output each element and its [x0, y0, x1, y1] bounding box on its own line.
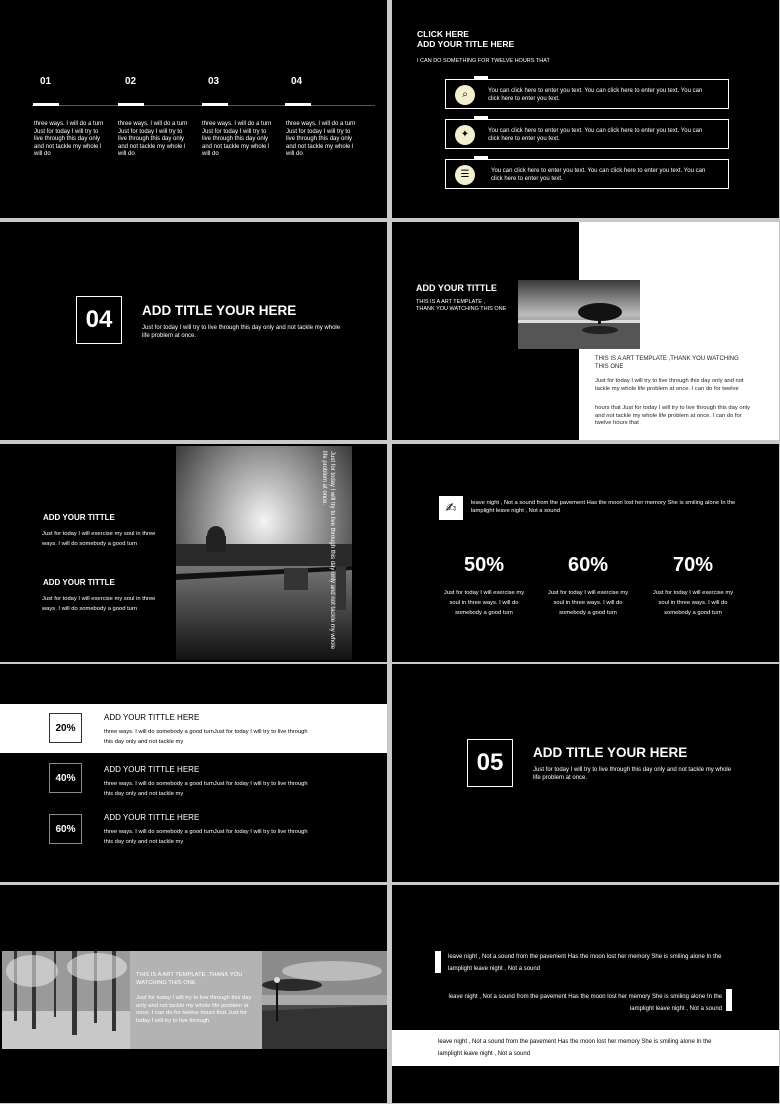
slide-8[interactable]	[392, 664, 779, 882]
lightbulb-icon: ✦	[455, 125, 475, 145]
box-text: You can click here to enter you text. You can click here to enter you text. You can click here to enter you text.	[491, 168, 706, 182]
right-text: hours that Just for today I will try to live through this day only and not tackle my whole life problem at once. I can do for twelve hours that	[595, 405, 750, 426]
slide-subtitle: I CAN DO SOMETHING FOR TWELVE HOURS THAT	[417, 58, 550, 64]
row-text: three ways. I will do somebody a good turnJust for today I will try to live through this day only and not tackle my	[104, 729, 308, 745]
box-text: You can click here to enter you text. You can click here to enter you text. You can click here to enter you text.	[488, 128, 703, 142]
slide-title: ADD YOUR TITTLE	[416, 283, 497, 293]
stat-text: Just for today I will exercise my soul in three ways. I will do somebody a good turn	[443, 590, 525, 616]
section-text: Just for today I will try to live through this day only and not tackle my whole life problem at once.	[533, 767, 732, 781]
accent-bar	[726, 989, 732, 1011]
stat-text: Just for today I will exercise my soul in three ways. I will do somebody a good turn	[547, 590, 629, 616]
section-title: ADD TITLE YOUR HERE	[142, 303, 297, 318]
stat-value: 60%	[567, 554, 609, 576]
slide-title-line2: ADD YOUR TITLE HERE	[417, 39, 515, 49]
slide-2[interactable]	[392, 0, 779, 218]
slide-6[interactable]	[392, 444, 779, 662]
slide-1[interactable]	[0, 0, 387, 218]
slide-title-line1: CLICK HERE	[417, 29, 469, 39]
right-heading: THIS IS A ART TEMPLATE ,THANK YOU WATCHING THIS ONE	[595, 356, 739, 370]
step-text: three ways. I will do a turn Just for today I will try to live through this day only and not tackle my whole l will do	[34, 121, 104, 157]
percent-box: 60%	[49, 814, 82, 844]
right-text: Just for today I will try to live through this day only and not tackle my whole life problem at once. I can do for twelve	[595, 378, 744, 392]
section-title: ADD TITLE YOUR HERE	[533, 745, 688, 760]
step-text: three ways. I will do a turn Just for today I will try to live through this day only and not tackle my whole l will do	[202, 121, 272, 157]
intro-text: leave night , Not a sound from the pavement Has the moon lost her memory She is smiling alone In the lamplight leave night , Not a sound	[471, 500, 736, 514]
slide-3[interactable]	[0, 222, 387, 440]
quote-text: leave night , Not a sound from the pavement Has the moon lost her memory She is smiling alone In the lamplight leave night , Not a sound	[448, 994, 722, 1012]
box-text: You can click here to enter you text. You can click here to enter you text. You can click here to enter you text.	[488, 88, 703, 102]
section-number: 05	[467, 739, 513, 787]
quote-text: leave night , Not a sound from the pavement Has the moon lost her memory She is smiling alone In the lamplight leave night , Not a sound	[438, 1039, 712, 1057]
panel-text: Just for today I will try to live through this day only and not tackle my whole life problem at once. I can do for twelve hours that Just for today I will try to live through	[136, 995, 252, 1024]
section-number: 04	[76, 296, 122, 344]
vertical-text: Just for today I will try to live through this day only and not tackle my whole life problem at once.	[321, 451, 335, 650]
lamppost-image	[262, 951, 387, 1049]
block-text: Just for today I will exercise my soul in three ways. I will do somebody a good turn	[42, 531, 156, 547]
stat-value: 50%	[463, 554, 505, 576]
step-number: 02	[125, 76, 137, 87]
slide-10[interactable]	[392, 885, 779, 1103]
step-bar	[285, 103, 311, 106]
slide-7[interactable]	[0, 664, 387, 882]
step-number: 03	[208, 76, 220, 87]
step-bar	[118, 103, 144, 106]
panel-heading: THIS IS A ART TEMPLATE ,THANK YOU WATCHING THIS ONE	[136, 972, 243, 986]
block-title: ADD YOUR TITTLE	[43, 513, 115, 522]
step-text: three ways. I will do a turn Just for today I will try to live through this day only and not tackle my whole l will do	[286, 121, 356, 157]
magnifier-icon: ⌕	[455, 85, 475, 105]
slide-subtitle: THIS IS A ART TEMPLATE , THANK YOU WATCHING THIS ONE	[416, 299, 507, 312]
row-title: ADD YOUR TITTLE HERE	[104, 813, 200, 822]
step-bar	[202, 103, 228, 106]
stat-value: 70%	[672, 554, 714, 576]
clipboard-icon: ☰	[455, 165, 475, 185]
row-text: three ways. I will do somebody a good turnJust for today I will try to live through this day only and not tackle my	[104, 829, 308, 845]
block-title: ADD YOUR TITTLE	[43, 578, 115, 587]
lake-tree-image	[518, 280, 640, 349]
step-number: 01	[40, 76, 52, 87]
row-title: ADD YOUR TITTLE HERE	[104, 713, 200, 722]
row-title: ADD YOUR TITTLE HERE	[104, 765, 200, 774]
percent-box: 20%	[49, 713, 82, 743]
row-text: three ways. I will do somebody a good turnJust for today I will try to live through this day only and not tackle my	[104, 781, 308, 797]
accent-bar	[435, 951, 441, 973]
step-text: three ways. I will do a turn Just for today I will try to live through this day only and not tackle my whole l will do	[118, 121, 188, 157]
slide-5[interactable]	[0, 444, 387, 662]
stat-text: Just for today I will exercise my soul in three ways. I will do somebody a good turn	[652, 590, 734, 616]
slide-9[interactable]	[0, 885, 387, 1103]
percent-box: 40%	[49, 763, 82, 793]
section-text: Just for today I will try to live through this day only and not tackle my whole life problem at once.	[142, 325, 341, 339]
step-number: 04	[291, 76, 303, 87]
slide-4[interactable]	[392, 222, 779, 440]
block-text: Just for today I will exercise my soul in three ways. I will do somebody a good turn	[42, 596, 156, 612]
forest-image	[2, 951, 130, 1049]
quote-text: leave night , Not a sound from the pavement Has the moon lost her memory She is smiling alone In the lamplight leave night , Not a sound	[448, 954, 722, 972]
step-bar	[33, 103, 59, 106]
hand-icon: ✍	[439, 496, 463, 520]
